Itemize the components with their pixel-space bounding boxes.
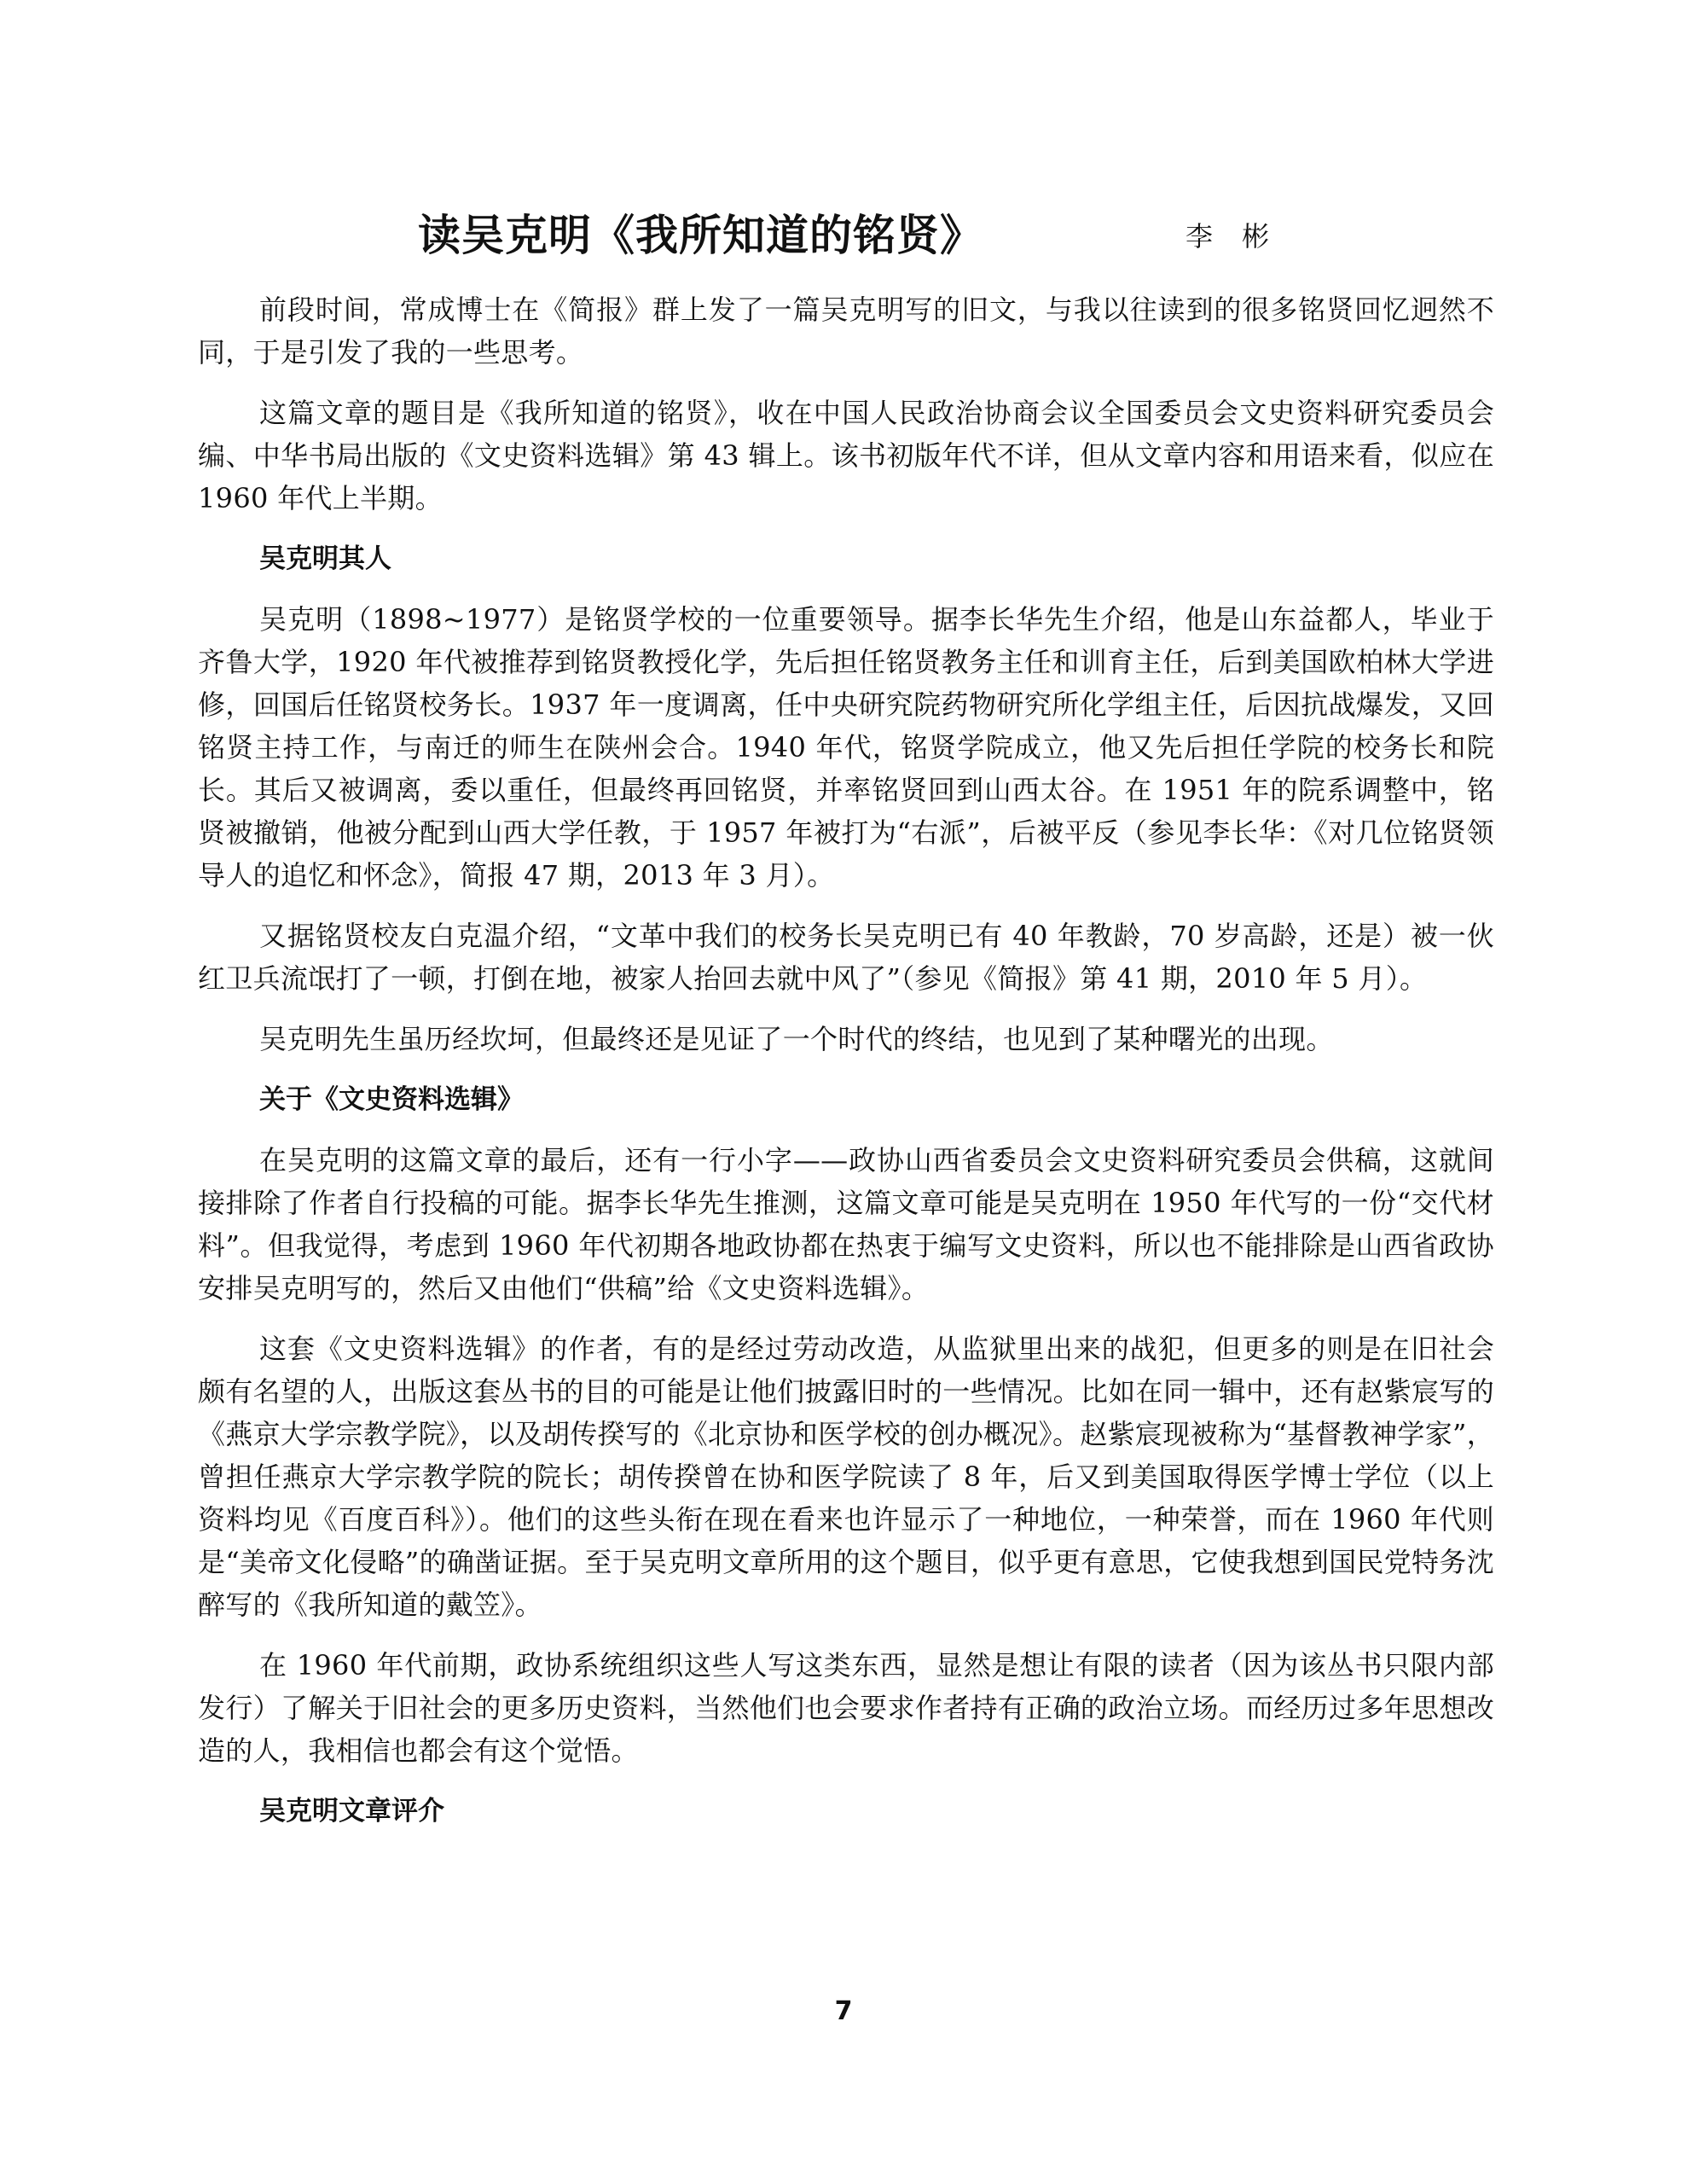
paragraph-provenance: 在吴克明的这篇文章的最后，还有一行小字——政协山西省委员会文史资料研究委员会供稿，这就间接排除了作者自行投稿的可能。据李长华先生推测，这篇文章可能是吴克明在 1950 年代写的一份“交代材料”。但我觉得，考虑到 1960 年代初期各地政协都在热衷于编写文史资料，所以也不能排除是山西省政协安排吴克明写的，然后又由他们“供稿”给《文史资料选辑》。	[198, 1144, 1494, 1304]
paragraph-purpose: 在 1960 年代前期，政协系统组织这些人写这类东西，显然是想让有限的读者（因为该丛书只限内部发行）了解关于旧社会的更多历史资料，当然他们也会要求作者持有正确的政治立场。而经历过多年思想改造的人，我相信也都会有这个觉悟。	[198, 1649, 1494, 1767]
paragraph-summary: 吴克明先生虽历经坎坷，但最终还是见证了一个时代的终结，也见到了某种曙光的出现。	[259, 1023, 1334, 1055]
paragraph-series-authors: 这套《文史资料选辑》的作者，有的是经过劳动改造，从监狱里出来的战犯，但更多的则是在旧社会颇有名望的人，出版这套丛书的目的可能是让他们披露旧时的一些情况。比如在同一辑中，还有赵紫宸写的《燕京大学宗教学院》，以及胡传揆写的《北京协和医学校的创办概况》。赵紫宸现被称为“基督教神学家”，曾担任燕京大学宗教学院的院长；胡传揆曾在协和医学院读了 8 年，后又到美国取得医学博士学位（以上资料均见《百度百科》）。他们的这些头衔在现在看来也许显示了一种地位，一种荣誉，而在 1960 年代则是“美帝文化侵略”的确凿证据。至于吴克明文章所用的这个题目，似乎更有意思，它使我想到国民党特务沈醉写的《我所知道的戴笠》。	[198, 1333, 1494, 1621]
page-number: 7	[834, 1996, 853, 2026]
section-heading-series: 关于《文史资料选辑》	[259, 1084, 524, 1115]
document-title: 读吴克明《我所知道的铭贤》	[418, 211, 983, 260]
paragraph-biography: 吴克明（1898~1977）是铭贤学校的一位重要领导。据李长华先生介绍，他是山东益都人，毕业于齐鲁大学，1920 年代被推荐到铭贤教授化学，先后担任铭贤教务主任和训育主任，后到美国欧柏林大学进修，回国后任铭贤校务长。1937 年一度调离，任中央研究院药物研究所化学组主任，后因抗战爆发，又回铭贤主持工作，与南迁的师生在陕州会合。1940 年代，铭贤学院成立，他又先后担任学院的校务长和院长。其后又被调离，委以重任，但最终再回铭贤，并率铭贤回到山西太谷。在 1951 年的院系调整中，铭贤被撤销，他被分配到山西大学任教，于 1957 年被打为“右派”，后被平反（参见李长华：《对几位铭贤领导人的追忆和怀念》，简报 47 期，2013 年 3 月）。	[198, 603, 1494, 892]
author-name: 李 彬	[1186, 220, 1280, 253]
title-row	[0, 201, 1687, 270]
section-heading-review: 吴克明文章评介	[259, 1796, 444, 1827]
section-heading-biography: 吴克明其人	[259, 543, 391, 574]
paragraph-alumni-account: 又据铭贤校友白克温介绍，“文革中我们的校务长吴克明已有 40 年教龄，70 岁高龄，还是）被一伙红卫兵流氓打了一顿，打倒在地，被家人抬回去就中风了”（参见《简报》第 41 期，2010 年 5 月）。	[198, 920, 1494, 995]
article-body	[198, 288, 1494, 1850]
paragraph-intro: 前段时间，常成博士在《简报》群上发了一篇吴克明写的旧文，与我以往读到的很多铭贤回忆迥然不同，于是引发了我的一些思考。	[198, 293, 1494, 369]
paragraph-source: 这篇文章的题目是《我所知道的铭贤》，收在中国人民政治协商会议全国委员会文史资料研究委员会编、中华书局出版的《文史资料选辑》第 43 辑上。该书初版年代不详，但从文章内容和用语来看，似应在 1960 年代上半期。	[198, 397, 1494, 514]
